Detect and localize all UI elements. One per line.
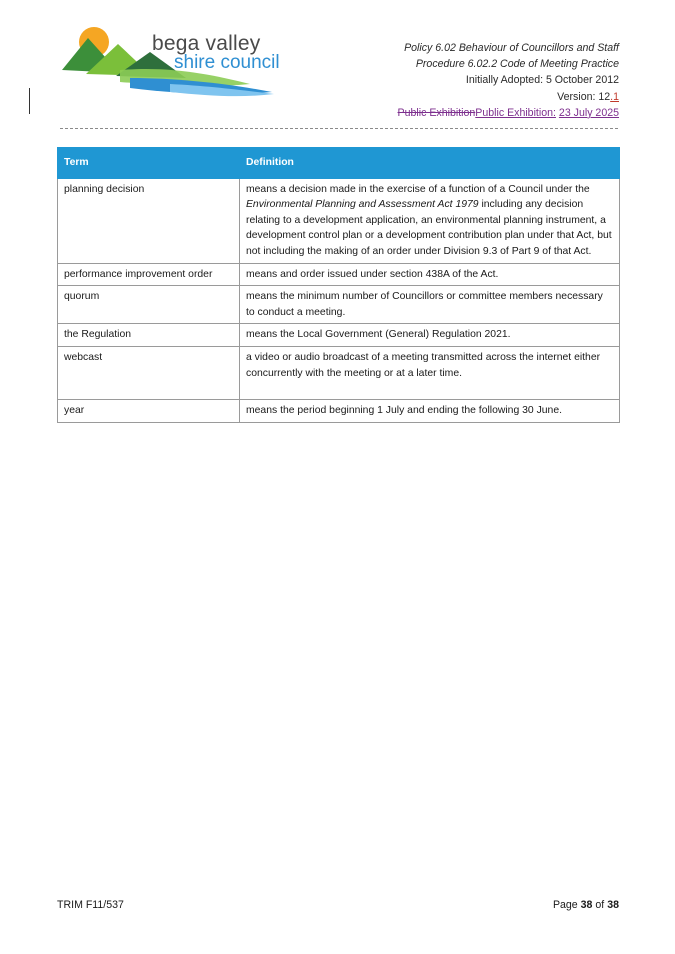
definition-text-cont: including any decision relating to a development application, an environmental planning instrument, a development control plan or a development contribution plan under that Act, but not including the making of an order under Division 9.3 of Part 9 of that Act. — [246, 199, 612, 257]
version-line — [398, 89, 619, 105]
exhibition-date: 23 July 2025 — [558, 106, 619, 119]
document-header — [398, 40, 619, 121]
trim-reference: TRIM F11/537 — [57, 899, 124, 911]
page-of: of — [595, 899, 605, 911]
council-logo — [60, 22, 280, 98]
definition-cell: means the Local Government (General) Regulation 2021. — [240, 324, 620, 347]
table-row — [58, 400, 620, 423]
exhibition-line — [398, 105, 619, 121]
term-cell: performance improvement order — [58, 263, 240, 286]
page-number — [553, 899, 619, 911]
logo-text-line2: shire council — [174, 52, 280, 73]
page-label: Page — [552, 899, 578, 911]
act-title: Environmental Planning and Assessment Act 1979 — [246, 199, 479, 211]
policy-title: Policy 6.02 Behaviour of Councillors and Staff — [404, 42, 619, 54]
definition-cell: means the period beginning 1 July and ending the following 30 June. — [240, 400, 620, 423]
definition-cell — [240, 178, 620, 263]
table-row — [58, 346, 620, 399]
version-tracked-insert: .1 — [610, 90, 619, 103]
definition-cell: means and order issued under section 438A of the Act. — [240, 263, 620, 286]
definitions-table — [57, 147, 620, 423]
logo-text-line1: bega valley — [152, 32, 261, 55]
header-divider — [60, 128, 618, 129]
term-cell: webcast — [58, 346, 240, 399]
exhibition-tracked-deletion: Public Exhibition — [397, 106, 476, 119]
term-cell: quorum — [58, 286, 240, 324]
adopted-date: Initially Adopted: 5 October 2012 — [465, 74, 619, 87]
table-row — [58, 263, 620, 286]
text-cursor — [29, 88, 30, 114]
definition-cell: a video or audio broadcast of a meeting transmitted across the internet either concurrently with the meeting or at a later time. — [240, 346, 620, 399]
column-header-term: Term — [58, 148, 240, 179]
page-current: 38 — [580, 899, 593, 911]
column-header-definition: Definition — [240, 148, 620, 179]
definition-text: means a decision made in the exercise of a function of a Council under the — [246, 183, 590, 195]
page-total: 38 — [607, 899, 619, 911]
term-cell: planning decision — [58, 178, 240, 263]
definition-cell: means the minimum number of Councillors or committee members necessary to conduct a meeting. — [240, 286, 620, 324]
term-cell: year — [58, 400, 240, 423]
table-row — [58, 324, 620, 347]
table-row — [58, 286, 620, 324]
version-text: Version: 12 — [557, 90, 611, 103]
procedure-title: Procedure 6.02.2 Code of Meeting Practice — [415, 58, 619, 71]
exhibition-tracked-insert: Public Exhibition: — [475, 106, 556, 119]
table-row — [58, 178, 620, 263]
table-header-row — [58, 148, 620, 179]
term-cell: the Regulation — [58, 324, 240, 347]
